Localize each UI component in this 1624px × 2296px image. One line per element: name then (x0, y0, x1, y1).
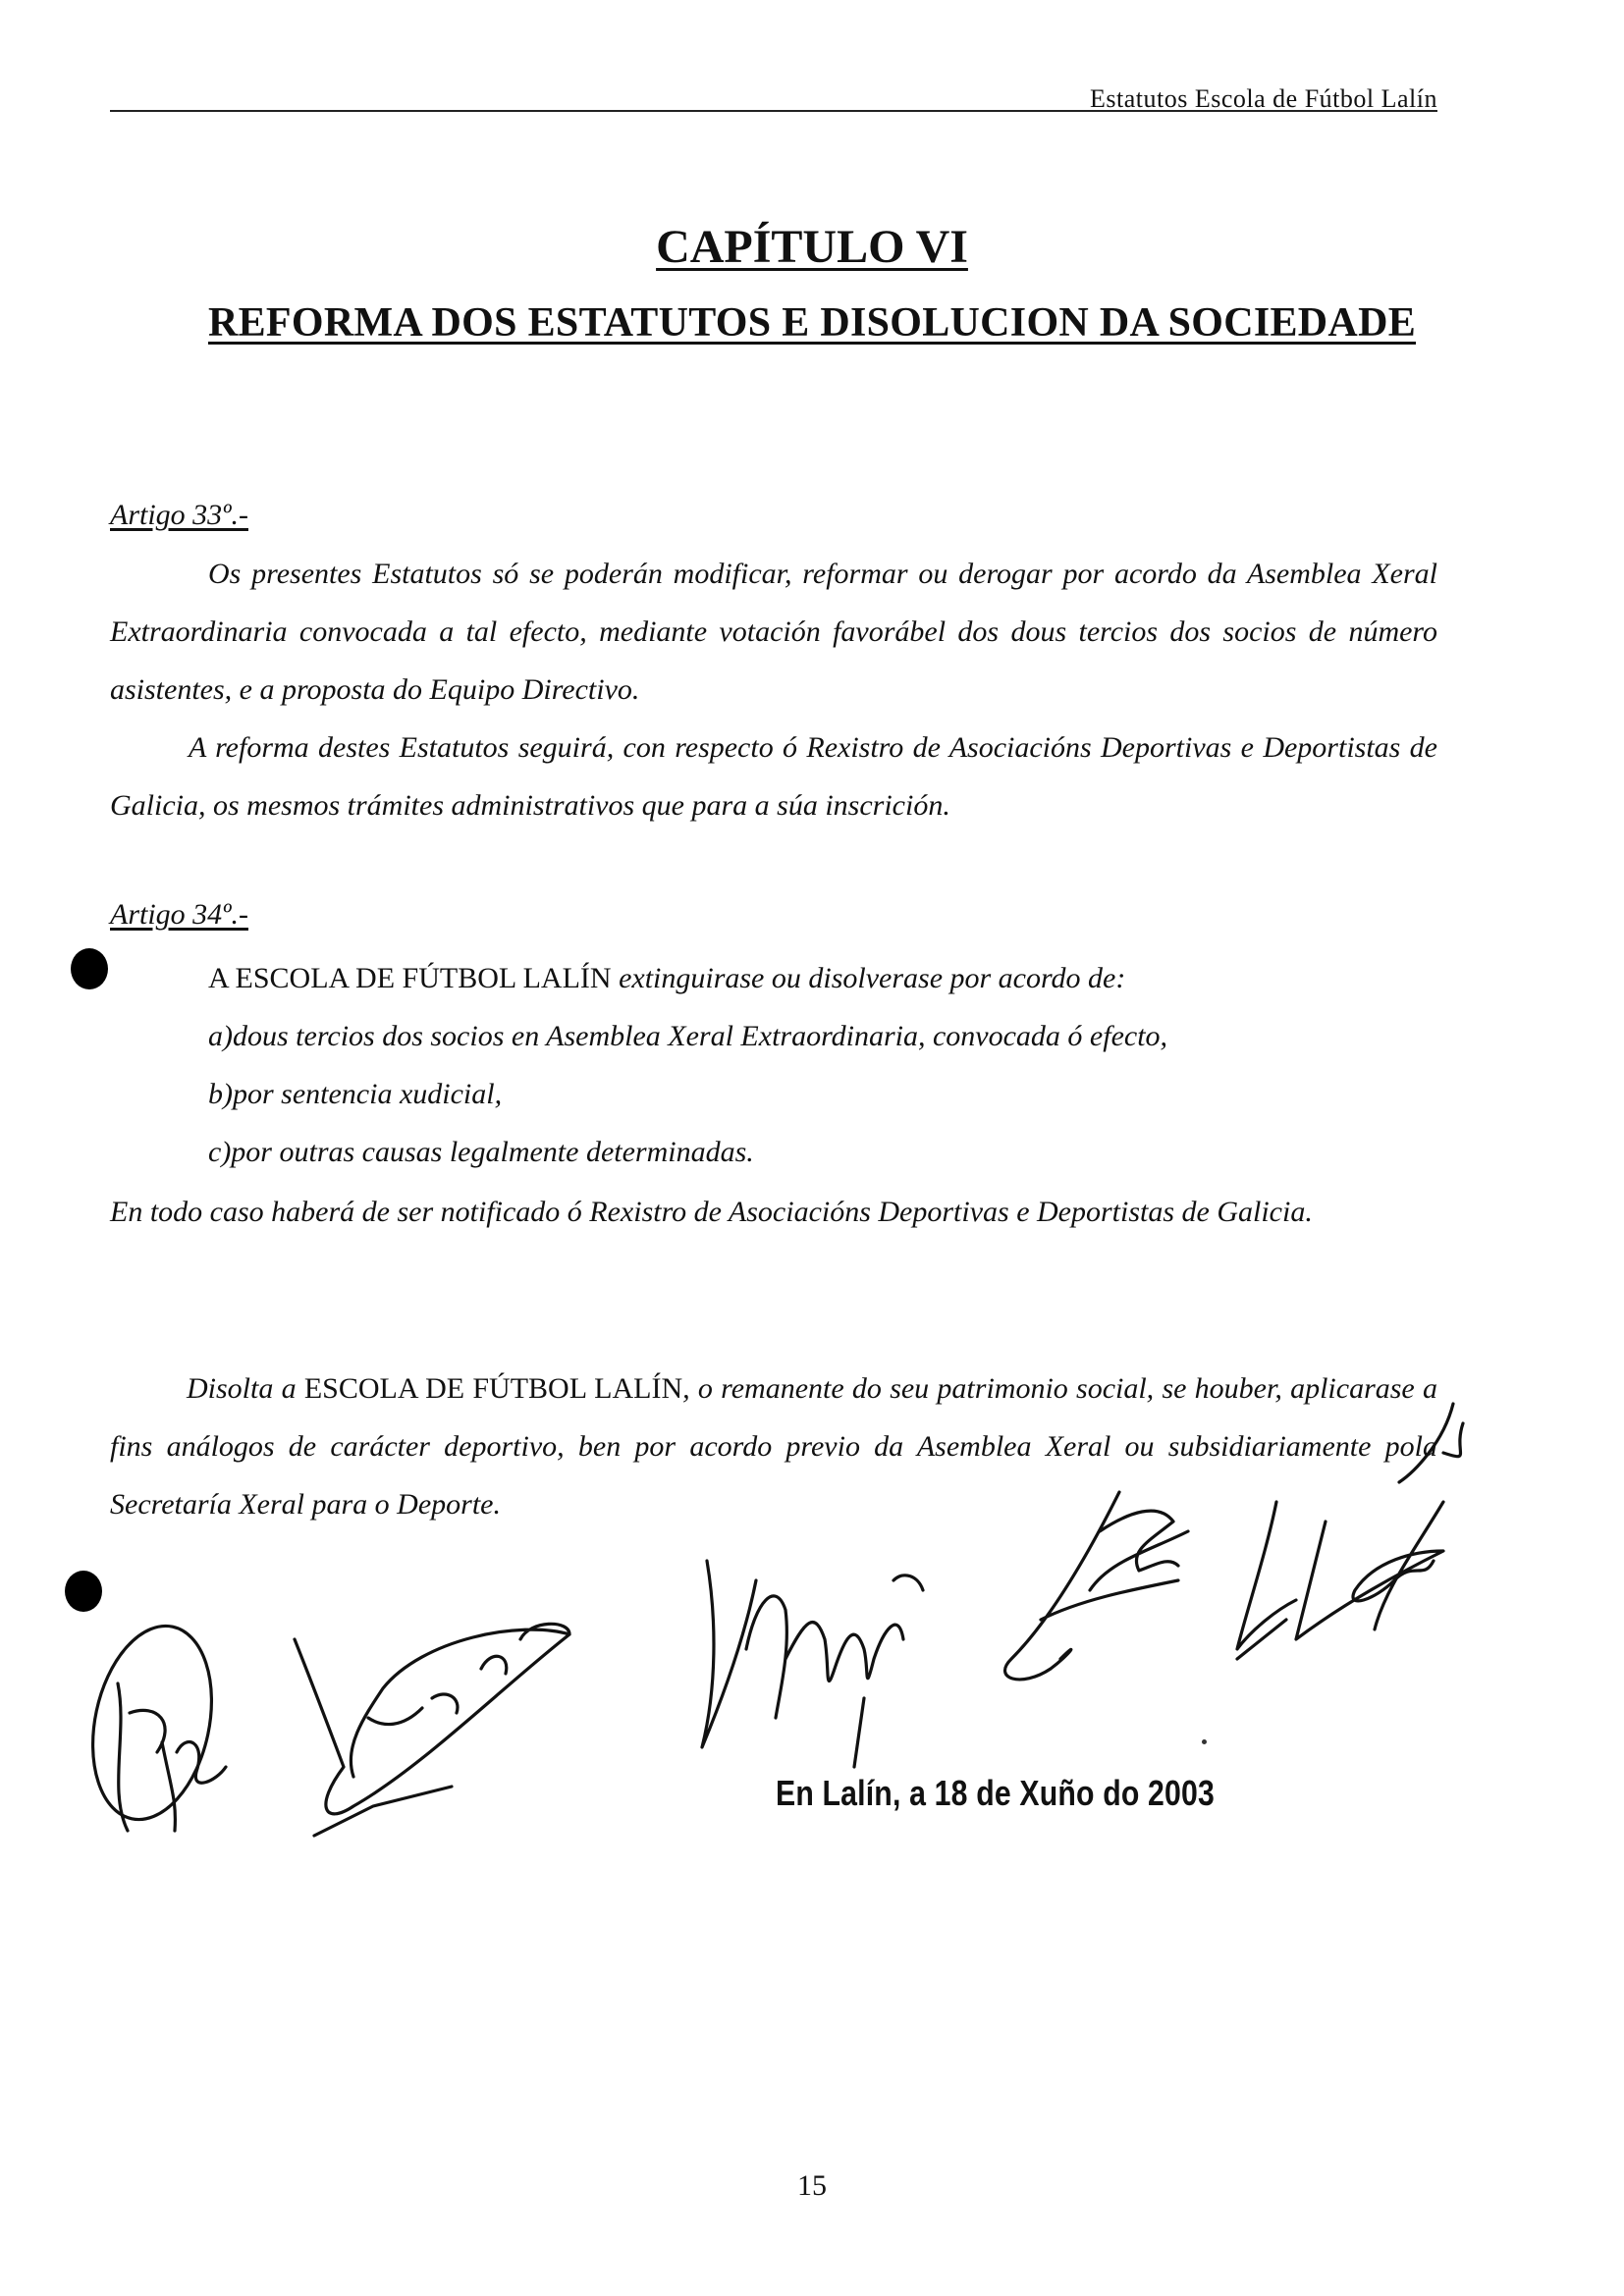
article-33-paragraph-2: A reforma destes Estatutos seguirá, con respecto ó Rexistro de Asociacións Deportivas e Deportistas de Galicia, os mesmos trámites administrativos que para a súa inscrición. (110, 731, 1437, 822)
article-34-item-c: c)por outras causas legalmente determinadas. (208, 1136, 754, 1168)
article-34-item-b: b)por sentencia xudicial, (208, 1078, 503, 1110)
article-33-title: Artigo 33º.- (110, 499, 248, 531)
signature-5 (1218, 1384, 1492, 1698)
chapter-title: CAPÍTULO VI (656, 221, 968, 273)
signature-4 (982, 1472, 1208, 1698)
speck (1202, 1739, 1207, 1744)
header-rule (110, 110, 1437, 112)
page-number: 15 (797, 2169, 827, 2202)
running-header: Estatutos Escola de Fútbol Lalín (1090, 84, 1437, 113)
place-date: En Lalín, a 18 de Xuño do 2003 (776, 1773, 1216, 1813)
article-34-title: Artigo 34º.- (110, 898, 248, 931)
article-34-notice: En todo caso haberá de ser notificado ó Rexistro de Asociacións Deportivas e Deportistas de Galicia. (110, 1196, 1313, 1228)
signature-3 (687, 1541, 933, 1777)
dissolution-paragraph: Disolta a ESCOLA DE FÚTBOL LALÍN, o remanente do seu patrimonio social, se houber, aplicarase a fins análogos de carácter deportivo, ben por acordo previo da Asemblea Xeral ou subsidiariamente pola Secretaría Xeral para o Deporte. (110, 1372, 1438, 1521)
signature-1 (59, 1595, 255, 1850)
article-34-intro: A ESCOLA DE FÚTBOL LALÍN extinguirase ou disolverase por acordo de: (208, 962, 1126, 994)
punch-hole-mark (71, 948, 108, 989)
article-34-item-a: a)dous tercios dos socios en Asemblea Xeral Extraordinaria, convocada ó efecto, (208, 1020, 1168, 1052)
chapter-subtitle: REFORMA DOS ESTATUTOS E DISOLUCION DA SOCIEDADE (207, 300, 1417, 346)
article-33-paragraph-1: Os presentes Estatutos só se poderán modificar, reformar ou derogar por acordo da Asemblea Xeral Extraordinaria convocada a tal efecto, mediante votación favorábel dos dous tercios dos socios de número asistentes, e a proposta do Equipo Directivo. (110, 558, 1437, 706)
signature-2 (275, 1580, 599, 1855)
